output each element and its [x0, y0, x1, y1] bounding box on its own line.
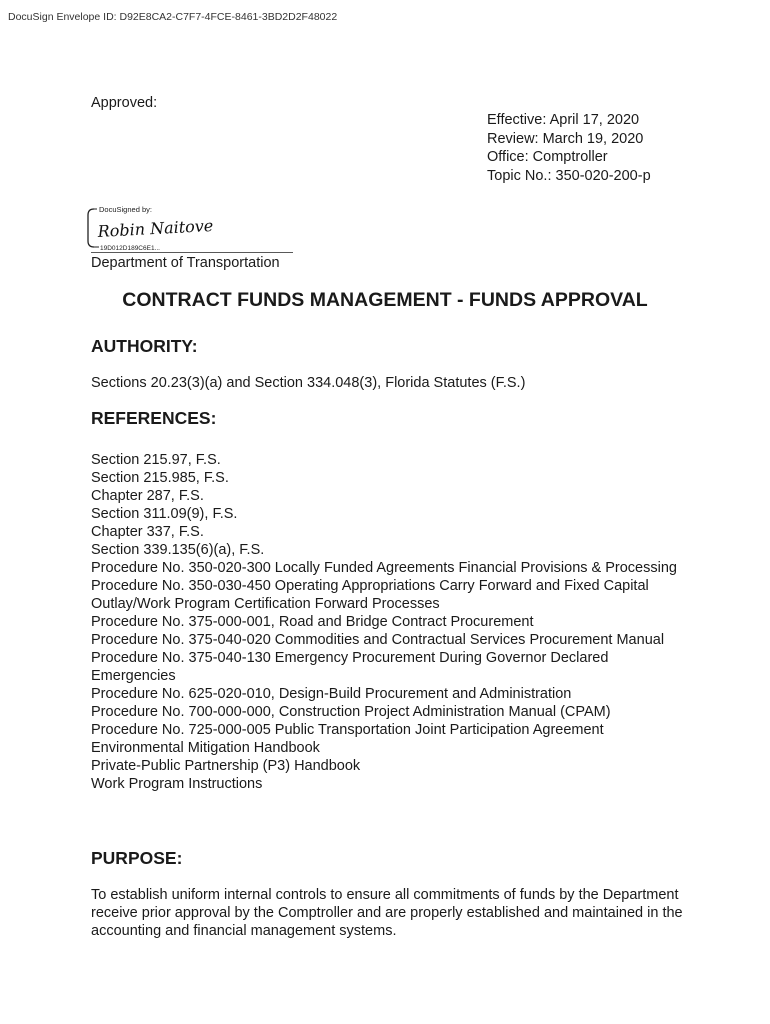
topic-number: Topic No.: 350-020-200-p [487, 167, 651, 184]
reference-item: Procedure No. 350-030-450 Operating Appropriations Carry Forward and Fixed Capital Outlay/Work Program Certification Forward Processes [91, 578, 649, 612]
reference-item: Section 339.135(6)(a), F.S. [91, 542, 265, 558]
references-list [91, 451, 691, 793]
purpose-text: To establish uniform internal controls to ensure all commitments of funds by the Department receive prior approval by the Comptroller and are properly established and maintained in the accounting and financial management systems. [91, 887, 683, 939]
reference-item: Procedure No. 625-020-010, Design-Build Procurement and Administration [91, 686, 572, 702]
references-heading: REFERENCES: [91, 408, 217, 428]
reference-item: Procedure No. 725-000-005 Public Transportation Joint Participation Agreement [91, 722, 604, 738]
reference-item: Procedure No. 700-000-000, Construction Project Administration Manual (CPAM) [91, 704, 611, 720]
reference-item: Section 215.97, F.S. [91, 452, 221, 468]
reference-item: Chapter 337, F.S. [91, 524, 204, 540]
reference-item: Procedure No. 375-000-001, Road and Bridge Contract Procurement [91, 614, 534, 630]
effective-date: Effective: April 17, 2020 [487, 112, 640, 128]
document-metadata [487, 111, 651, 185]
authority-text: Sections 20.23(3)(a) and Section 334.048(3), Florida Statutes (F.S.) [91, 375, 526, 391]
reference-item: Chapter 287, F.S. [91, 488, 204, 504]
reference-item: Procedure No. 375-040-020 Commodities and Contractual Services Procurement Manual [91, 632, 665, 648]
reference-item: Section 311.09(9), F.S. [91, 506, 238, 522]
reference-item: Environmental Mitigation Handbook [91, 740, 320, 756]
review-date: Review: March 19, 2020 [487, 130, 644, 147]
office: Office: Comptroller [487, 149, 608, 165]
docusigned-by-label: DocuSigned by: [99, 205, 152, 214]
handwritten-signature: Robin Naitove [97, 215, 214, 241]
reference-item: Work Program Instructions [91, 776, 263, 792]
signature-id: 19D012D189C6E1... [100, 245, 160, 252]
docusign-signature-block [85, 203, 295, 253]
authority-heading: AUTHORITY: [91, 336, 198, 356]
reference-item: Section 215.985, F.S. [91, 470, 229, 486]
approved-label: Approved: [91, 95, 158, 111]
reference-item: Procedure No. 350-020-300 Locally Funded Agreements Financial Provisions & Processing [91, 560, 677, 576]
department-name: Department of Transportation [91, 255, 280, 271]
purpose-heading: PURPOSE: [91, 848, 183, 868]
document-title: CONTRACT FUNDS MANAGEMENT - FUNDS APPROVAL [122, 289, 648, 311]
reference-item: Private-Public Partnership (P3) Handbook [91, 758, 361, 774]
reference-item: Procedure No. 375-040-130 Emergency Procurement During Governor Declared Emergencies [91, 650, 609, 684]
docusign-envelope-id: DocuSign Envelope ID: D92E8CA2-C7F7-4FCE-8461-3BD2D2F48022 [8, 11, 338, 23]
